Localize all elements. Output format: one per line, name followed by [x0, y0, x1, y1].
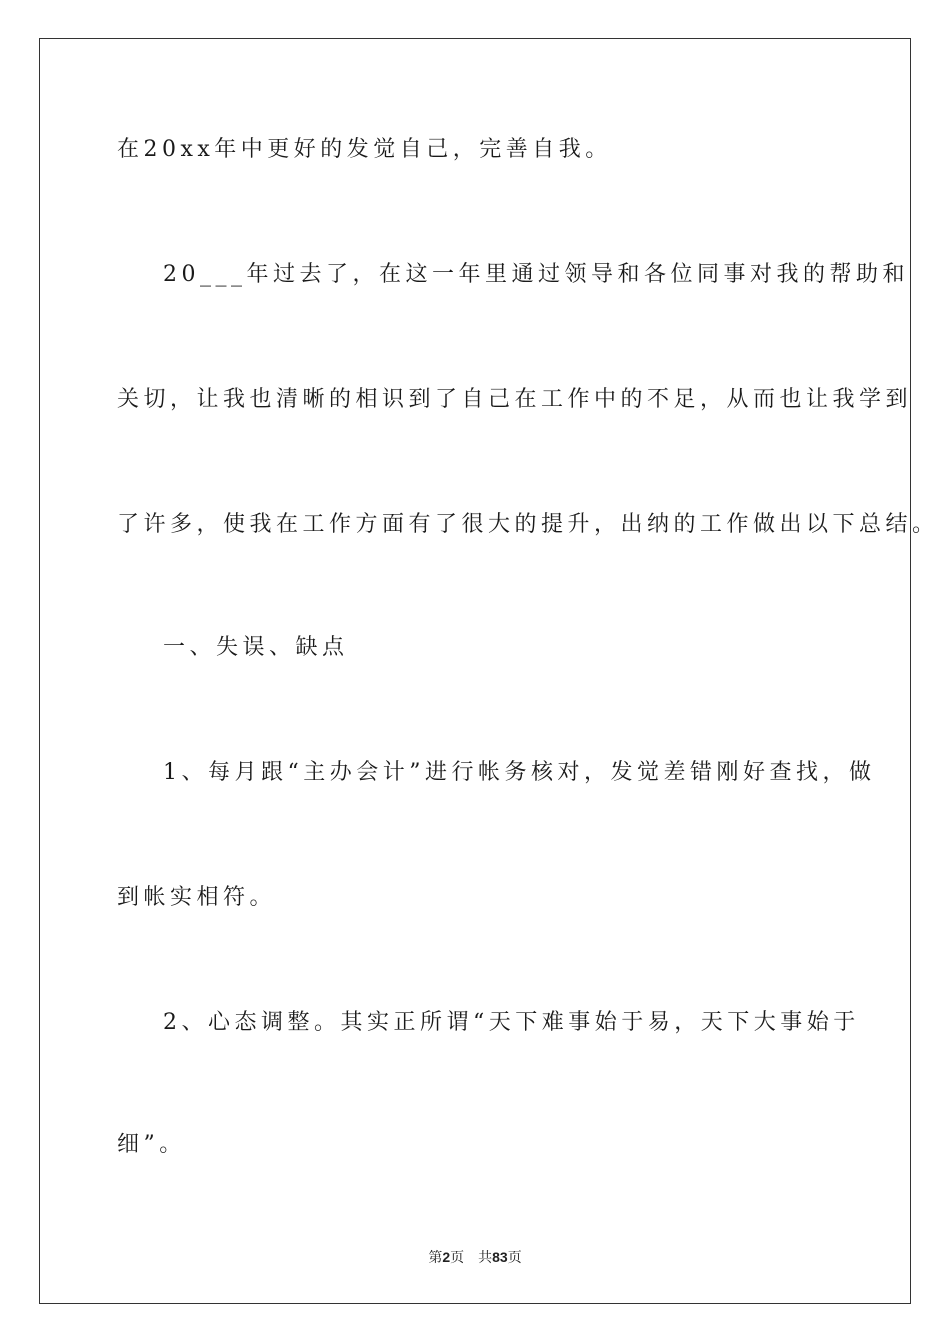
paragraph-line: 到帐实相符。	[117, 885, 277, 910]
page-footer	[0, 1248, 950, 1267]
total-suffix: 页	[507, 1250, 522, 1266]
page-prefix: 第	[428, 1250, 443, 1266]
current-page-number: 2	[442, 1249, 451, 1265]
section-heading: 一、失误、缺点	[163, 635, 349, 660]
paragraph-line: 关切，让我也清晰的相识到了自己在工作中的不足，从而也让我学到	[117, 387, 913, 412]
paragraph-line: 20___年过去了，在这一年里通过领导和各位同事对我的帮助和	[163, 262, 909, 287]
paragraph-line: 在20xx年中更好的发觉自己，完善自我。	[117, 137, 612, 162]
total-page-number: 83	[492, 1249, 508, 1265]
page-suffix: 页	[450, 1250, 465, 1266]
paragraph-line: 1、每月跟“主办会计”进行帐务核对，发觉差错刚好查找，做	[163, 760, 876, 785]
paragraph-line: 2、心态调整。其实正所谓“天下难事始于易，天下大事始于	[163, 1010, 860, 1035]
total-prefix: 共	[478, 1250, 493, 1266]
paragraph-line: 了许多，使我在工作方面有了很大的提升，出纳的工作做出以下总结。	[117, 512, 939, 537]
page-border	[39, 38, 911, 1304]
paragraph-line: 细”。	[117, 1132, 186, 1157]
